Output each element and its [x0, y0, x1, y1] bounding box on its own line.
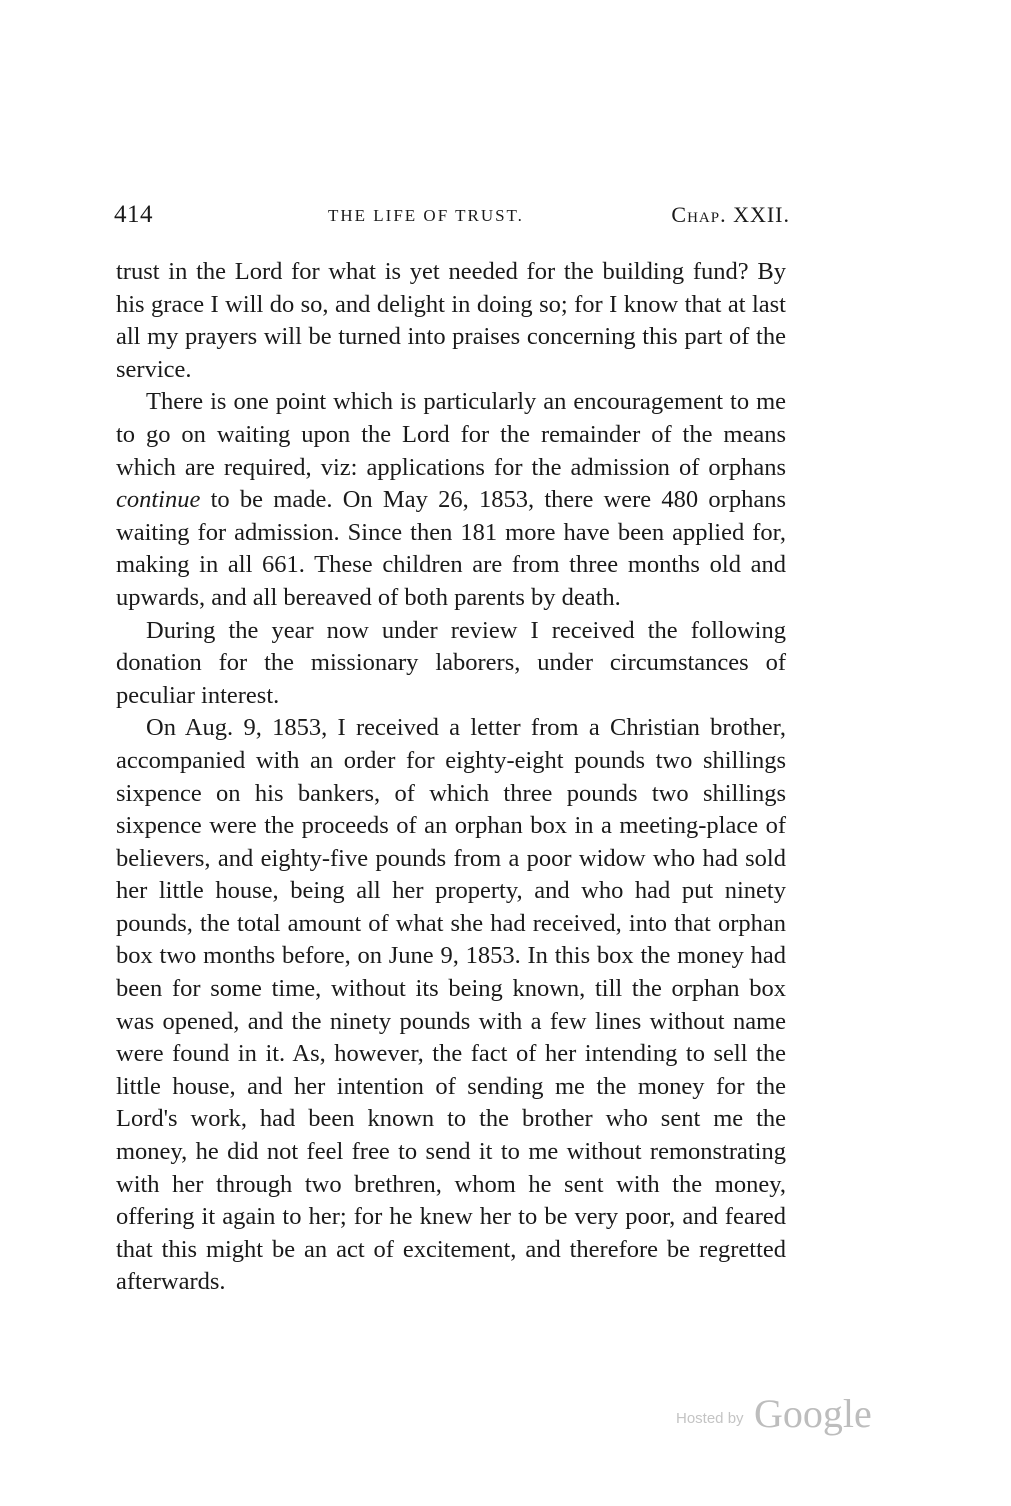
- hosted-by-label: Hosted by: [676, 1410, 744, 1427]
- paragraph-continued: trust in the Lord for what is yet needed for the building fund? By his grace I will do so, and delight in doing so; for I know that at last all my prayers will be turned into praises concerning this part of the service.: [116, 258, 786, 383]
- chapter-label: Chap. XXII.: [671, 202, 790, 227]
- running-head: [114, 201, 790, 231]
- hosted-by-watermark: [676, 1391, 886, 1438]
- paragraph-text: There is one point which is particularly an encouragement to me to go on waiting upon the Lord for the remainder of the means which are required, viz: applications for the admission of orphans: [116, 388, 786, 481]
- paragraph-text: to be made. On May 26, 1853, there were 480 orphans waiting for admission. Since then 181 more have been applied for, making in all 661. These children are from three months old and upwards, and all bereaved of both parents by death.: [116, 486, 786, 611]
- page-number: 414: [114, 201, 153, 228]
- paragraph: On Aug. 9, 1853, I received a letter from a Christian brother, accompanied with an order for eighty-eight pounds two shillings sixpence on his bankers, of which three pounds two shillings sixpence were the proceeds of an orphan box in a meeting-place of believers, and eighty-five pounds from a poor widow who had sold her little house, being all her property, and who had put ninety pounds, the total amount of what she had received, into that orphan box two months before, on June 9, 1853. In this box the money had been for some time, without its being known, till the orphan box was opened, and the ninety pounds with a few lines without name were found in it. As, however, the fact of her intending to sell the little house, and her intention of sending me the money for the Lord's work, had been known to the brother who sent me the money, he did not feel free to send it to me without remonstrating with her through two brethren, whom he sent with the money, offering it again to her; for he knew her to be very poor, and feared that this might be an act of excitement, and therefore be regretted afterwards.: [116, 714, 786, 1296]
- paragraph: [116, 386, 786, 614]
- emphasis-text: continue: [116, 486, 201, 514]
- google-logo: Google: [754, 1391, 872, 1436]
- paragraph: During the year now under review I received the following donation for the missionary laborers, under circumstances of peculiar interest.: [116, 616, 786, 709]
- body-text: [116, 256, 786, 1299]
- running-title: THE LIFE OF TRUST.: [328, 206, 524, 225]
